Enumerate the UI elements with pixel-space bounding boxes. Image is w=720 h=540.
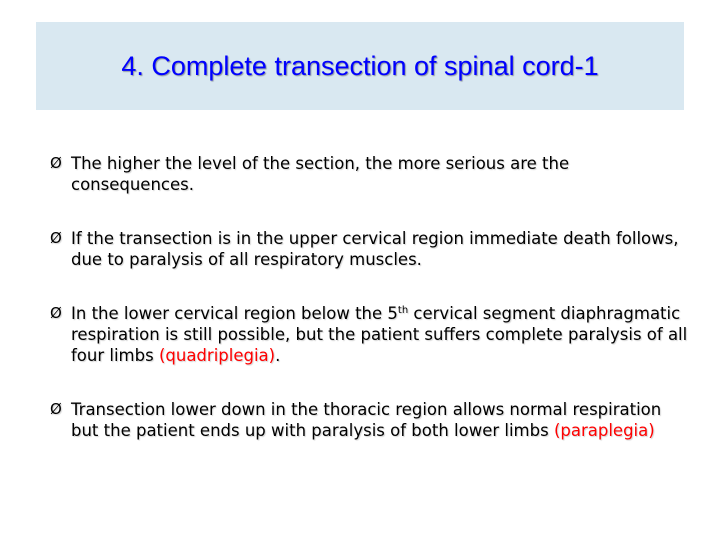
bullet-text-middle: cervical segment diaphragmatic respiration is still possible, but the patient suffers complete paralysis of all four limbs bbox=[71, 304, 688, 365]
quadriplegia-term: (quadriplegia) bbox=[158, 346, 276, 365]
arrow-bullet-icon: Ø bbox=[50, 229, 62, 247]
arrow-bullet-icon: Ø bbox=[50, 154, 62, 172]
paraplegia-term: (paraplegia) bbox=[553, 421, 655, 440]
bullet-item bbox=[50, 153, 690, 195]
ordinal-superscript: th bbox=[397, 305, 409, 316]
bullet-text: The higher the level of the section, the more serious are the consequences. bbox=[71, 154, 570, 194]
bullet-item bbox=[50, 303, 690, 366]
bullet-item bbox=[50, 228, 690, 270]
bullet-text-end: . bbox=[275, 346, 281, 365]
arrow-bullet-icon: Ø bbox=[50, 304, 62, 322]
bullet-text-start: In the lower cervical region below the 5 bbox=[71, 304, 398, 323]
bullet-item bbox=[50, 399, 690, 441]
title-banner bbox=[36, 22, 684, 110]
bullet-text: If the transection is in the upper cervical region immediate death follows, due to paralysis of all respiratory muscles. bbox=[71, 229, 679, 269]
bullet-text: Transection lower down in the thoracic region allows normal respiration but the patient ends up with paralysis of both lower limbs bbox=[71, 400, 662, 440]
arrow-bullet-icon: Ø bbox=[50, 400, 62, 418]
bullet-list bbox=[50, 153, 690, 441]
slide-title: 4. Complete transection of spinal cord-1 bbox=[121, 50, 599, 81]
